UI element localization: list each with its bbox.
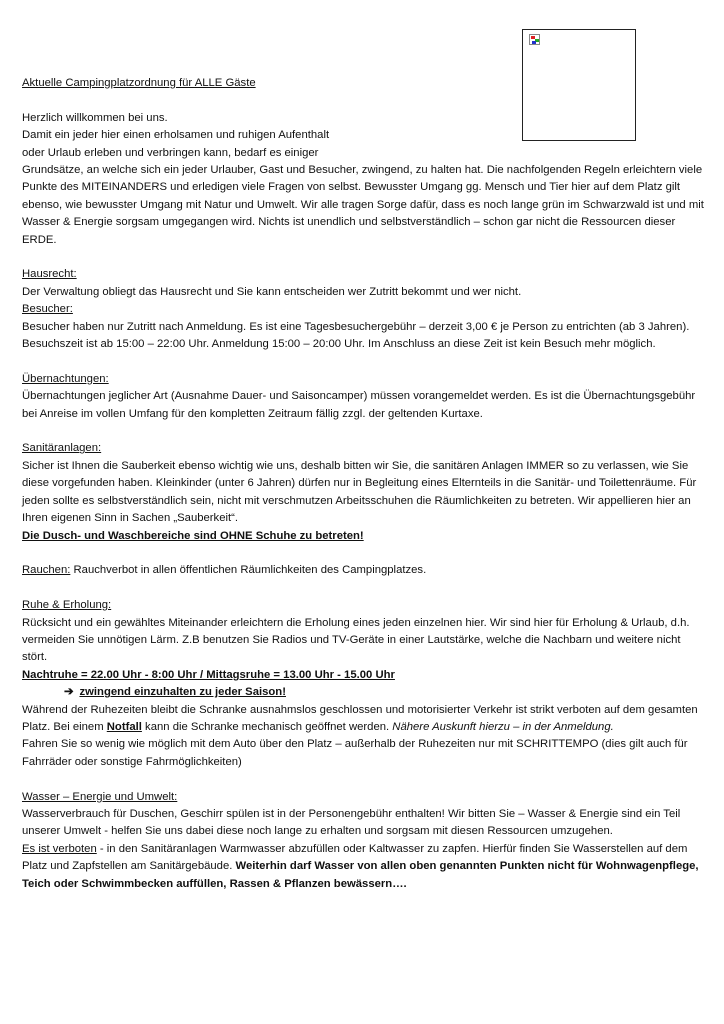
sanitaer-text: Sicher ist Ihnen die Sauberkeit ebenso wichtig wie uns, deshalb bitten wir Sie, die sanitären Anlagen IMMER so zu verlassen, wie Sie diese vorgefunden haben. Kleinkinder (unter 6 Jahren) dürfen nur in Begleitung eines Elternteils in die Sanitär- und Toilettenräume. Für jeden sollte es selbstverständlich sein, nicht mit verschmutzen Arbeitsschuhen die Räumlichkeiten zu betreten. Wir appellieren hier an Ihren eigenen Sinn in Sachen „Sauberkeit“.	[22, 459, 697, 525]
notfall-text: Notfall	[106, 720, 142, 733]
ruhe-heading: Ruhe & Erholung:	[22, 599, 112, 612]
uebernachtungen-heading: Übernachtungen:	[22, 372, 109, 385]
driving-text: Fahren Sie so wenig wie möglich mit dem Auto über den Platz – außerhalb der Ruhezeiten nur mit SCHRITTEMPO (dies gilt auch für Fahrräder oder sonstige Fahrmöglichkeiten)	[22, 738, 688, 768]
mandatory-line	[22, 684, 706, 701]
quiet-hours: Nachtruhe = 22.00 Uhr - 8:00 Uhr / Mittagsruhe = 13.00 Uhr - 15.00 Uhr	[22, 668, 395, 681]
barrier-paragraph	[22, 702, 706, 737]
intro-line-2: Damit ein jeder hier einen erholsamen und ruhigen Aufenthalt	[22, 129, 330, 142]
besucher-heading: Besucher:	[22, 303, 73, 316]
intro-line-1: Herzlich willkommen bei uns.	[22, 111, 168, 124]
barrier-text-before: Während der Ruhezeiten bleibt die Schranke ausnahmslos geschlossen und motorisierter Verkehr ist strikt verboten auf dem gesamten Platz. Bei einem	[22, 703, 698, 733]
arrow-right-icon: ➔	[64, 686, 74, 699]
wasser-text: Wasserverbrauch für Duschen, Geschirr spülen ist in der Personengebühr enthalten! Wir bitten Sie – Wasser & Energie sind ein Teil unserer Umwelt - helfen Sie uns dabei diese noch lange zu erhalten und sorgsam mit diesen Ressourcen umzugehen.	[22, 807, 681, 838]
rauchen-line	[22, 562, 706, 579]
uebernachtungen-text: Übernachtungen jeglicher Art (Ausnahme Dauer- und Saisoncamper) müssen vorangemeldet werden. Es ist die Übernachtungsgebühr bei Anreise im vollen Umfang für den kompletten Zeitraum fällig zzgl. der geltenden Kurtaxe.	[22, 390, 696, 420]
rauchen-heading: Rauchen:	[22, 564, 71, 577]
wasser-heading: Wasser – Energie und Umwelt:	[22, 790, 178, 803]
forbidden-text: - in den Sanitäranlagen Warmwasser abzufüllen oder Kaltwasser zu zapfen. Hierfür finden Sie Wasserstellen auf dem Platz und Zapfstellen am Sanitärgebäude.	[22, 842, 688, 873]
mandatory-text: zwingend einzuhalten zu jeder Saison!	[79, 686, 286, 699]
broken-image-icon	[529, 34, 540, 45]
rauchen-text: Rauchverbot in allen öffentlichen Räumlichkeiten des Campingplatzes.	[70, 564, 427, 577]
forbidden-label: Es ist verboten	[22, 842, 97, 855]
barrier-info-italic: Nähere Auskunft hierzu – in der Anmeldung.	[392, 720, 614, 733]
hausrecht-text: Der Verwaltung obliegt das Hausrecht und Sie kann entscheiden wer Zutritt bekommt und wer nicht.	[22, 285, 522, 298]
ruhe-text: Rücksicht und ein gewähltes Miteinander erleichtern die Erholung eines jeden einzelnen hier. Wir sind hier für Erholung & Urlaub, d.h. vermeiden Sie unnötigen Lärm. Z.B benutzen Sie Radios und TV-Geräte in einer Lautstärke, welche die Nachbarn und weitere nicht stört.	[22, 616, 690, 664]
intro-paragraph: Grundsätze, an welche sich ein jeder Urlauber, Gast und Besucher, zwingend, zu halten hat. Die nachfolgenden Regeln erleichtern viele Punkte des MITEINANDERS und erledigen viele Fragen von selbst. Bewusster Umgang gg. Mensch und Tier hier auf dem Platz gilt ebenso, wie bewusster Umgang mit Natur und Umwelt. Wir alle tragen Sorge dafür, dass es noch lange grün im Schwarzwald ist und mit Wasser & Energie sorgsam umgegangen wird. Nichts ist unendlich und selbstverständlich – schon gar nicht die Ressourcen dieser ERDE.	[22, 164, 704, 246]
sanitaer-shoes-rule: Die Dusch- und Waschbereiche sind OHNE Schuhe zu betreten!	[22, 529, 364, 542]
document-body	[22, 75, 706, 893]
document-title: Aktuelle Campingplatzordnung für ALLE Gäste	[22, 77, 256, 89]
barrier-text-after: kann die Schranke mechanisch geöffnet werden.	[141, 720, 393, 733]
hausrecht-heading: Hausrecht:	[22, 268, 77, 281]
wasser-bold-rule: Weiterhin darf Wasser von allen oben genannten Punkten nicht für Wohnwagenpflege, Teich oder Schwimmbecken auffüllen, Rassen & Pflanzen bewässern….	[22, 860, 699, 890]
wasser-rules	[22, 841, 706, 893]
intro-line-3: oder Urlaub erleben und verbringen kann, bedarf es einiger	[22, 146, 319, 159]
besucher-text: Besucher haben nur Zutritt nach Anmeldung. Es ist eine Tagesbesuchergebühr – derzeit 3,00 € je Person zu entrichten (ab 3 Jahren). Besuchszeit ist ab 15:00 – 22:00 Uhr. Anmeldung 15:00 – 20:00 Uhr. Im Anschluss an diese Zeit ist kein Besuch mehr möglich.	[22, 320, 690, 351]
sanitaer-heading: Sanitäranlagen:	[22, 442, 102, 455]
